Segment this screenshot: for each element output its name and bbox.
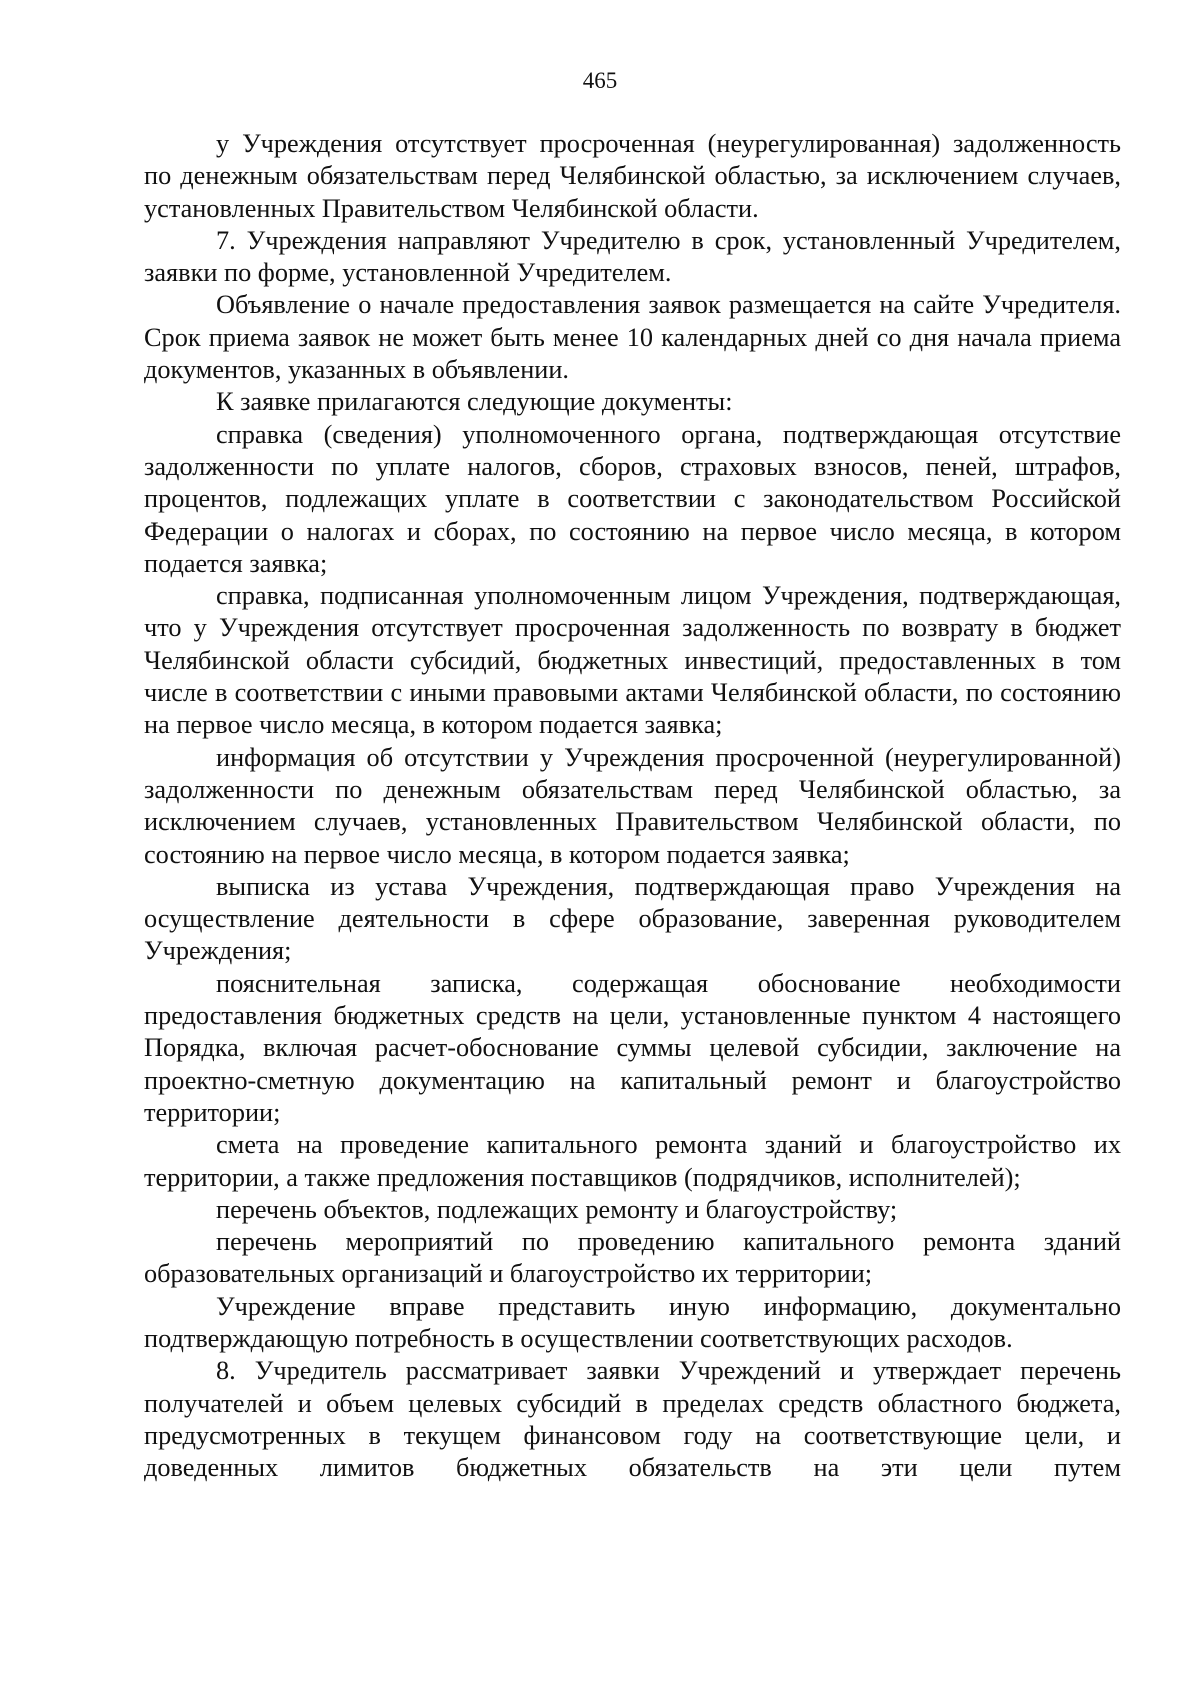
paragraph-charter-extract: выписка из устава Учреждения, подтверждающая право Учреждения на осуществление деятельности в сфере образование, заверенная руководителем Учреждения; — [144, 871, 1121, 966]
paragraph-documents-intro: К заявке прилагаются следующие документы: — [216, 387, 733, 417]
paragraph-signed-certificate: справка, подписанная уполномоченным лицом Учреждения, подтверждающая, что у Учреждения отсутствует просроченная задолженность по возврату в бюджет Челябинской области субсидий, бюджетных инвестиций, предоставленных в том числе в соответствии с иными правовыми актами Челябинской области, по состоянию на первое число месяца, в котором подается заявка; — [144, 581, 1121, 740]
paragraph-debt-condition: у Учреждения отсутствует просроченная (неурегулированная) задолженность по денежным обязательствам перед Челябинской областью, за исключением случаев, установленных Правительством Челябинской области. — [144, 129, 1121, 223]
paragraph-objects-list: перечень объектов, подлежащих ремонту и благоустройству; — [216, 1194, 898, 1224]
paragraph-estimate: смета на проведение капитального ремонта зданий и благоустройство их территории, а также предложения поставщиков (подрядчиков, исполнителей); — [144, 1130, 1121, 1192]
document-body — [144, 128, 1121, 1484]
paragraph-measures-list: перечень мероприятий по проведению капитального ремонта зданий образовательных организаций и благоустройство их территории; — [144, 1227, 1121, 1289]
paragraph-item-7: 7. Учреждения направляют Учредителю в срок, установленный Учредителем, заявки по форме, установленной Учредителем. — [144, 225, 1121, 288]
paragraph-announcement: Объявление о начале предоставления заявок размещается на сайте Учредителя. Срок приема заявок не может быть менее 10 календарных дней со дня начала приема документов, указанных в объявлении. — [144, 290, 1121, 385]
paragraph-debt-information: информация об отсутствии у Учреждения просроченной (неурегулированной) задолженности по денежным обязательствам перед Челябинской областью, за исключением случаев, установленных Правительством Челябинской области, по состоянию на первое число месяца, в котором подается заявка; — [144, 742, 1121, 869]
paragraph-item-8: 8. Учредитель рассматривает заявки Учреждений и утверждает перечень получателей и объем целевых субсидий в пределах средств областного бюджета, предусмотренных в текущем финансовом году на соответствующие цели, и доведенных лимитов бюджетных обязательств на эти цели путем — [144, 1356, 1121, 1483]
paragraph-other-information: Учреждение вправе представить иную информацию, документально подтверждающую потребность в осуществлении соответствующих расходов. — [144, 1291, 1121, 1353]
paragraph-tax-certificate: справка (сведения) уполномоченного органа, подтверждающая отсутствие задолженности по уплате налогов, сборов, страховых взносов, пеней, штрафов, процентов, подлежащих уплате в соответствии с законодательством Российской Федерации о налогах и сборах, по состоянию на первое число месяца, в котором подается заявка; — [144, 419, 1121, 578]
paragraph-explanatory-note: пояснительная записка, содержащая обоснование необходимости предоставления бюджетных средств на цели, установленные пунктом 4 настоящего Порядка, включая расчет-обоснование суммы целевой субсидии, заключение на проектно-сметную документацию на капитальный ремонт и благоустройство территории; — [144, 968, 1121, 1127]
page-number: 465 — [582, 68, 618, 93]
